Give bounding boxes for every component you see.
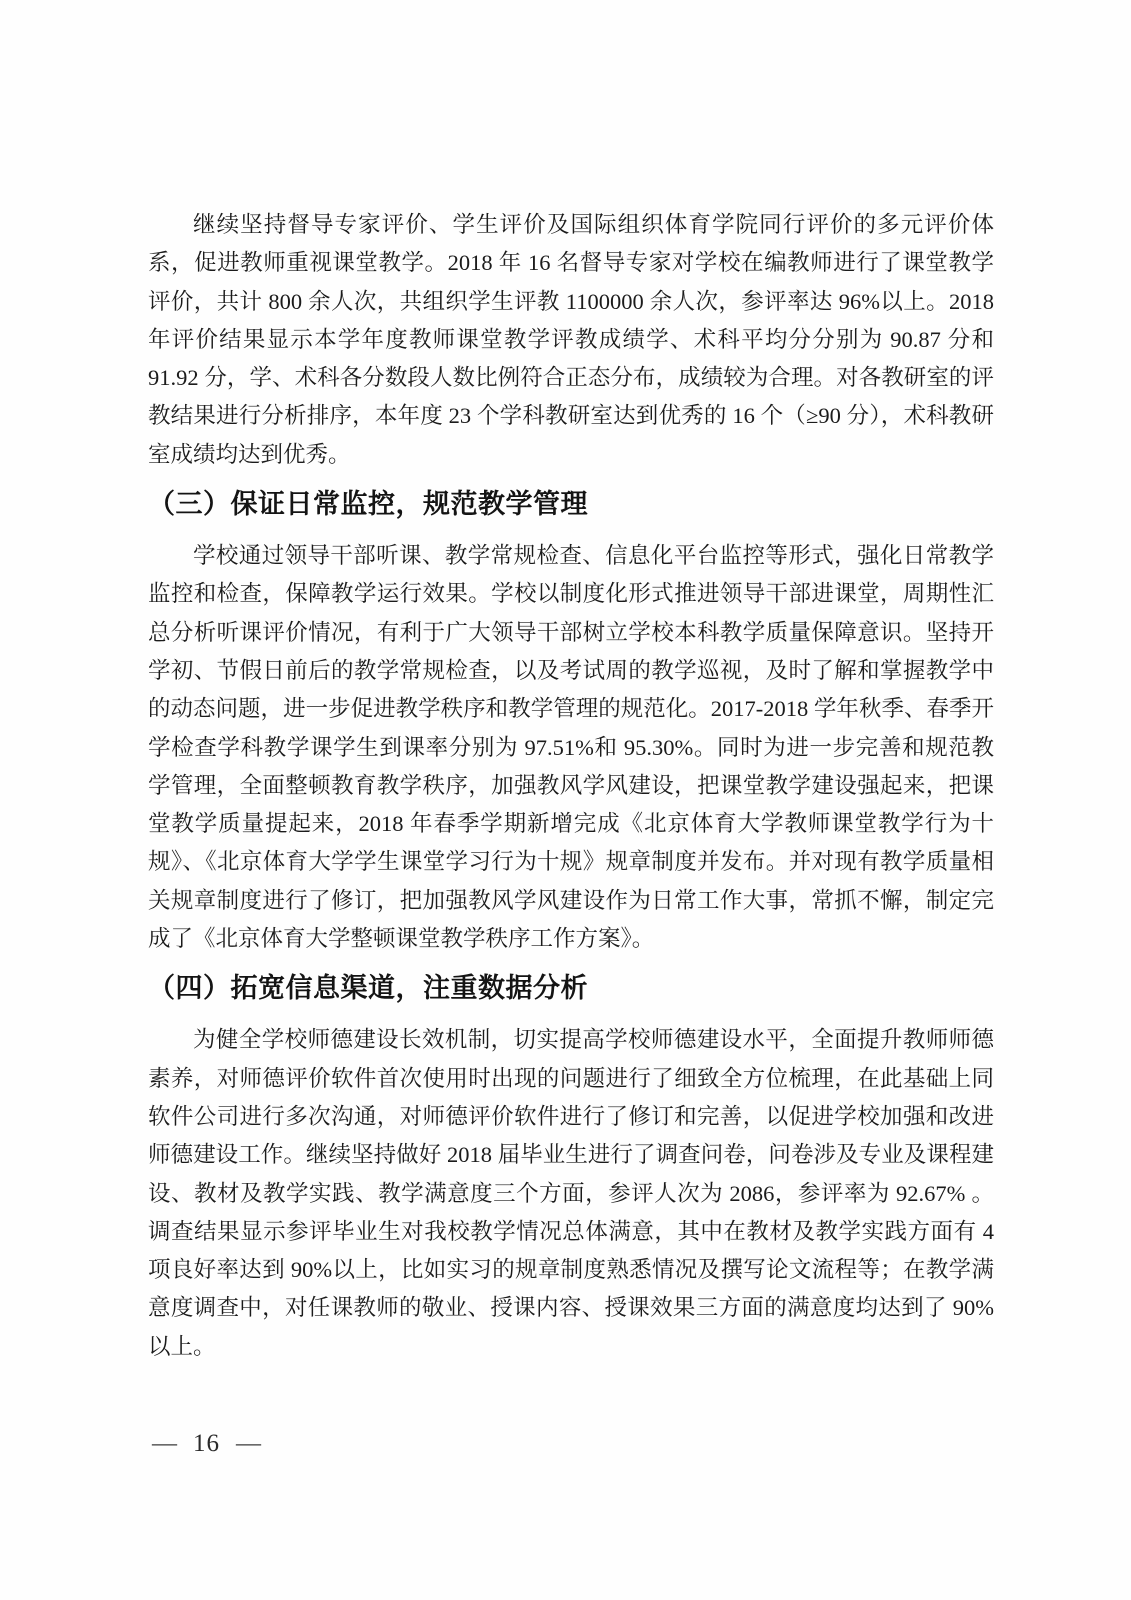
section-heading-3: （三）保证日常监控，规范教学管理 — [148, 489, 588, 520]
page-number-value: 16 — [193, 1430, 220, 1457]
section-4-paragraph: 为健全学校师德建设长效机制，切实提高学校师德建设水平，全面提升教师师德素养，对师德评价软件首次使用时出现的问题进行了细致全方位梳理，在此基础上同软件公司进行多次沟通，对师德评价软件进行了修订和完善，以促进学校加强和改进师德建设工作。继续坚持做好 2018 届毕业生进行了调查问卷，问卷涉及专业及课程建设、教材及教学实践、教学满意度三个方面，参评人次为 2086，参评率为 92.67% 。调查结果显示参评毕业生对我校教学情况总体满意，其中在教材及教学实践方面有 4 项良好率达到 90%以上，比如实习的规章制度熟悉情况及撰写论文流程等；在教学满意度调查中，对任课教师的敬业、授课内容、授课效果三方面的满意度均达到了 90%以上。 — [148, 1027, 994, 1359]
page-content — [148, 206, 994, 1366]
section-3-paragraph: 学校通过领导干部听课、教学常规检查、信息化平台监控等形式，强化日常教学监控和检查，保障教学运行效果。学校以制度化形式推进领导干部进课堂，周期性汇总分析听课评价情况，有利于广大领导干部树立学校本科教学质量保障意识。坚持开学初、节假日前后的教学常规检查，以及考试周的教学巡视，及时了解和掌握教学中的动态问题，进一步促进教学秩序和教学管理的规范化。2017-2018 学年秋季、春季开学检查学科教学课学生到课率分别为 97.51%和 95.30%。同时为进一步完善和规范教学管理，全面整顿教育教学秩序，加强教风学风建设，把课堂教学建设强起来，把课堂教学质量提起来，2018 年春季学期新增完成《北京体育大学教师课堂教学行为十规》、《北京体育大学学生课堂学习行为十规》规章制度并发布。并对现有教学质量相关规章制度进行了修订，把加强教风学风建设作为日常工作大事，常抓不懈，制定完成了《北京体育大学整顿课堂教学秩序工作方案》。 — [148, 543, 994, 952]
intro-paragraph: 继续坚持督导专家评价、学生评价及国际组织体育学院同行评价的多元评价体系，促进教师重视课堂教学。2018 年 16 名督导专家对学校在编教师进行了课堂教学评价，共计 800 余人次，共组织学生评教 1100000 余人次，参评率达 96%以上。2018 年评价结果显示本学年度教师课堂教学评教成绩学、术科平均分分别为 90.87 分和 91.92 分，学、术科各分数段人数比例符合正态分布，成绩较为合理。对各教研室的评教结果进行分析排序，本年度 23 个学科教研室达到优秀的 16 个（≥90 分），术科教研室成绩均达到优秀。 — [148, 212, 994, 467]
page-number-dash-left: — — [152, 1430, 177, 1457]
page-number — [152, 1430, 261, 1458]
section-heading-4: （四）拓宽信息渠道，注重数据分析 — [148, 973, 588, 1004]
page-number-dash-right: — — [236, 1430, 261, 1457]
